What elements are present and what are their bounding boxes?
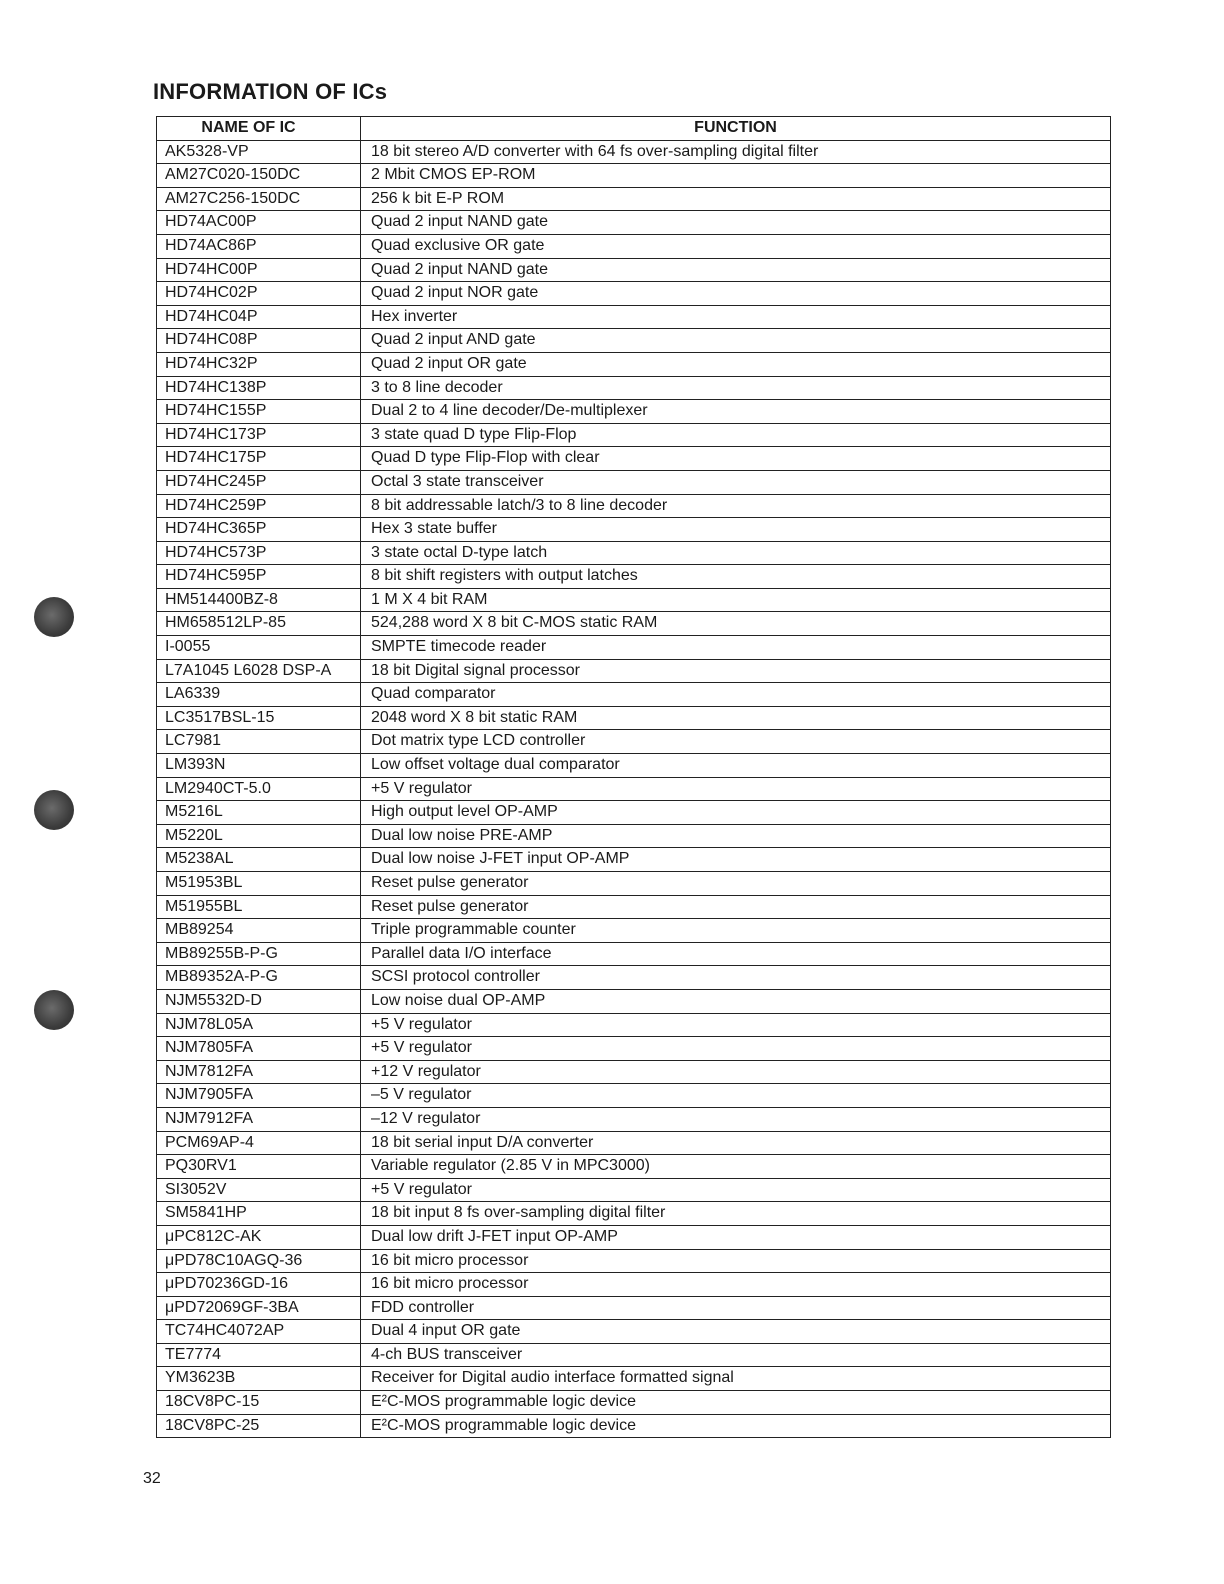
ic-name-cell: LC3517BSL-15 (157, 706, 361, 730)
ic-function-cell: +5 V regulator (361, 1013, 1111, 1037)
table-row (157, 848, 1111, 872)
ic-function-cell: 16 bit micro processor (361, 1249, 1111, 1273)
table-row (157, 966, 1111, 990)
ic-function-cell: Quad 2 input AND gate (361, 329, 1111, 353)
table-row (157, 187, 1111, 211)
ic-function-cell: Hex 3 state buffer (361, 518, 1111, 542)
ic-name-cell: HD74HC02P (157, 282, 361, 306)
ic-function-cell: –12 V regulator (361, 1107, 1111, 1131)
table-row (157, 919, 1111, 943)
table-row (157, 1178, 1111, 1202)
ic-function-cell: –5 V regulator (361, 1084, 1111, 1108)
ic-name-cell: HD74AC00P (157, 211, 361, 235)
ic-function-cell: 18 bit stereo A/D converter with 64 fs over-sampling digital filter (361, 140, 1111, 164)
column-header-function: FUNCTION (361, 117, 1111, 141)
table-row (157, 1343, 1111, 1367)
table-row (157, 234, 1111, 258)
table-row (157, 470, 1111, 494)
table-row (157, 777, 1111, 801)
table-row (157, 683, 1111, 707)
table-row (157, 1367, 1111, 1391)
ic-function-cell: +5 V regulator (361, 777, 1111, 801)
ic-name-cell: MB89255B-P-G (157, 942, 361, 966)
ic-function-cell: Parallel data I/O interface (361, 942, 1111, 966)
ic-name-cell: HD74HC08P (157, 329, 361, 353)
table-row (157, 895, 1111, 919)
ic-function-cell: +5 V regulator (361, 1178, 1111, 1202)
table-row (157, 1296, 1111, 1320)
table-row (157, 541, 1111, 565)
ic-function-cell: Dot matrix type LCD controller (361, 730, 1111, 754)
ic-name-cell: NJM78L05A (157, 1013, 361, 1037)
ic-function-cell: 256 k bit E-P ROM (361, 187, 1111, 211)
ic-function-cell: 1 M X 4 bit RAM (361, 588, 1111, 612)
ic-name-cell: NJM7912FA (157, 1107, 361, 1131)
table-row (157, 140, 1111, 164)
ic-function-cell: High output level OP-AMP (361, 801, 1111, 825)
punch-hole-1 (34, 597, 74, 637)
table-row (157, 1155, 1111, 1179)
table-header-row (157, 117, 1111, 141)
ic-name-cell: LA6339 (157, 683, 361, 707)
table-row (157, 801, 1111, 825)
ic-function-cell: 8 bit addressable latch/3 to 8 line decoder (361, 494, 1111, 518)
ic-name-cell: HD74HC32P (157, 352, 361, 376)
ic-function-cell: Octal 3 state transceiver (361, 470, 1111, 494)
ic-information-table (156, 116, 1111, 1438)
column-header-name: NAME OF IC (157, 117, 361, 141)
ic-name-cell: HD74HC04P (157, 305, 361, 329)
ic-function-cell: Hex inverter (361, 305, 1111, 329)
ic-name-cell: SM5841HP (157, 1202, 361, 1226)
table-row (157, 872, 1111, 896)
ic-function-cell: 3 to 8 line decoder (361, 376, 1111, 400)
ic-function-cell: +12 V regulator (361, 1060, 1111, 1084)
table-row (157, 329, 1111, 353)
ic-function-cell: Quad D type Flip-Flop with clear (361, 447, 1111, 471)
table-row (157, 518, 1111, 542)
ic-name-cell: HD74HC00P (157, 258, 361, 282)
ic-function-cell: E²C-MOS programmable logic device (361, 1391, 1111, 1415)
ic-function-cell: Reset pulse generator (361, 872, 1111, 896)
ic-name-cell: YM3623B (157, 1367, 361, 1391)
table-row (157, 1273, 1111, 1297)
ic-name-cell: HD74HC173P (157, 423, 361, 447)
ic-name-cell: HD74HC245P (157, 470, 361, 494)
ic-name-cell: PQ30RV1 (157, 1155, 361, 1179)
table-row (157, 352, 1111, 376)
table-row (157, 1037, 1111, 1061)
ic-name-cell: 18CV8PC-25 (157, 1414, 361, 1438)
table-row (157, 282, 1111, 306)
table-row (157, 565, 1111, 589)
ic-name-cell: M51953BL (157, 872, 361, 896)
ic-name-cell: NJM5532D-D (157, 989, 361, 1013)
ic-name-cell: μPD70236GD-16 (157, 1273, 361, 1297)
table-row (157, 706, 1111, 730)
ic-name-cell: HM514400BZ-8 (157, 588, 361, 612)
table-row (157, 1320, 1111, 1344)
page-number: 32 (143, 1470, 161, 1487)
table-row (157, 1131, 1111, 1155)
ic-function-cell: Dual low noise PRE-AMP (361, 824, 1111, 848)
table-row (157, 730, 1111, 754)
table-row (157, 258, 1111, 282)
table-row (157, 494, 1111, 518)
ic-function-cell: Dual low drift J-FET input OP-AMP (361, 1225, 1111, 1249)
ic-function-cell: Quad 2 input NOR gate (361, 282, 1111, 306)
ic-name-cell: M51955BL (157, 895, 361, 919)
table-row (157, 754, 1111, 778)
ic-name-cell: LM2940CT-5.0 (157, 777, 361, 801)
table-row (157, 1107, 1111, 1131)
ic-name-cell: AK5328-VP (157, 140, 361, 164)
ic-function-cell: FDD controller (361, 1296, 1111, 1320)
ic-function-cell: 18 bit input 8 fs over-sampling digital filter (361, 1202, 1111, 1226)
table-row (157, 636, 1111, 660)
ic-name-cell: L7A1045 L6028 DSP-A (157, 659, 361, 683)
ic-function-cell: Dual 4 input OR gate (361, 1320, 1111, 1344)
page-title: INFORMATION OF ICs (153, 79, 388, 104)
ic-function-cell: 16 bit micro processor (361, 1273, 1111, 1297)
ic-function-cell: E²C-MOS programmable logic device (361, 1414, 1111, 1438)
ic-name-cell: μPD72069GF-3BA (157, 1296, 361, 1320)
ic-function-cell: SCSI protocol controller (361, 966, 1111, 990)
ic-name-cell: HM658512LP-85 (157, 612, 361, 636)
ic-name-cell: μPC812C-AK (157, 1225, 361, 1249)
ic-name-cell: NJM7812FA (157, 1060, 361, 1084)
punch-hole-2 (34, 790, 74, 830)
table-row (157, 1225, 1111, 1249)
ic-function-cell: Quad comparator (361, 683, 1111, 707)
ic-name-cell: AM27C020-150DC (157, 164, 361, 188)
ic-function-cell: Quad 2 input NAND gate (361, 211, 1111, 235)
ic-name-cell: I-0055 (157, 636, 361, 660)
ic-function-cell: Quad exclusive OR gate (361, 234, 1111, 258)
table-row (157, 942, 1111, 966)
table-row (157, 824, 1111, 848)
ic-function-cell: 4-ch BUS transceiver (361, 1343, 1111, 1367)
ic-function-cell: +5 V regulator (361, 1037, 1111, 1061)
ic-name-cell: NJM7805FA (157, 1037, 361, 1061)
ic-function-cell: 524,288 word X 8 bit C-MOS static RAM (361, 612, 1111, 636)
table-row (157, 1414, 1111, 1438)
ic-function-cell: Quad 2 input NAND gate (361, 258, 1111, 282)
table-row (157, 659, 1111, 683)
table-row (157, 989, 1111, 1013)
ic-function-cell: Reset pulse generator (361, 895, 1111, 919)
ic-function-cell: Triple programmable counter (361, 919, 1111, 943)
table-row (157, 447, 1111, 471)
ic-name-cell: MB89352A-P-G (157, 966, 361, 990)
ic-name-cell: LC7981 (157, 730, 361, 754)
ic-name-cell: M5220L (157, 824, 361, 848)
table-row (157, 1084, 1111, 1108)
ic-name-cell: HD74HC138P (157, 376, 361, 400)
ic-name-cell: TC74HC4072AP (157, 1320, 361, 1344)
ic-function-cell: 8 bit shift registers with output latches (361, 565, 1111, 589)
table-row (157, 164, 1111, 188)
ic-name-cell: MB89254 (157, 919, 361, 943)
ic-function-cell: 2048 word X 8 bit static RAM (361, 706, 1111, 730)
ic-function-cell: Low offset voltage dual comparator (361, 754, 1111, 778)
ic-name-cell: NJM7905FA (157, 1084, 361, 1108)
ic-name-cell: HD74HC259P (157, 494, 361, 518)
ic-name-cell: HD74HC155P (157, 400, 361, 424)
punch-hole-3 (34, 990, 74, 1030)
table-row (157, 1249, 1111, 1273)
ic-function-cell: Receiver for Digital audio interface formatted signal (361, 1367, 1111, 1391)
ic-function-cell: Quad 2 input OR gate (361, 352, 1111, 376)
ic-name-cell: μPD78C10AGQ-36 (157, 1249, 361, 1273)
ic-function-cell: Dual low noise J-FET input OP-AMP (361, 848, 1111, 872)
ic-function-cell: Dual 2 to 4 line decoder/De-multiplexer (361, 400, 1111, 424)
ic-function-cell: 2 Mbit CMOS EP-ROM (361, 164, 1111, 188)
table-row (157, 612, 1111, 636)
ic-name-cell: AM27C256-150DC (157, 187, 361, 211)
ic-name-cell: SI3052V (157, 1178, 361, 1202)
ic-name-cell: PCM69AP-4 (157, 1131, 361, 1155)
ic-function-cell: 18 bit serial input D/A converter (361, 1131, 1111, 1155)
ic-function-cell: SMPTE timecode reader (361, 636, 1111, 660)
table-row (157, 305, 1111, 329)
ic-function-cell: 3 state octal D-type latch (361, 541, 1111, 565)
table-row (157, 1391, 1111, 1415)
ic-name-cell: M5238AL (157, 848, 361, 872)
ic-name-cell: 18CV8PC-15 (157, 1391, 361, 1415)
table-row (157, 1013, 1111, 1037)
table-row (157, 400, 1111, 424)
table-body (157, 140, 1111, 1438)
table-row (157, 1060, 1111, 1084)
ic-name-cell: HD74HC595P (157, 565, 361, 589)
table-row (157, 376, 1111, 400)
ic-function-cell: 3 state quad D type Flip-Flop (361, 423, 1111, 447)
ic-name-cell: M5216L (157, 801, 361, 825)
ic-function-cell: Low noise dual OP-AMP (361, 989, 1111, 1013)
table-row (157, 588, 1111, 612)
ic-name-cell: HD74HC365P (157, 518, 361, 542)
ic-function-cell: 18 bit Digital signal processor (361, 659, 1111, 683)
ic-name-cell: LM393N (157, 754, 361, 778)
ic-name-cell: HD74AC86P (157, 234, 361, 258)
ic-name-cell: HD74HC175P (157, 447, 361, 471)
ic-name-cell: TE7774 (157, 1343, 361, 1367)
table-row (157, 211, 1111, 235)
ic-function-cell: Variable regulator (2.85 V in MPC3000) (361, 1155, 1111, 1179)
table-row (157, 1202, 1111, 1226)
ic-name-cell: HD74HC573P (157, 541, 361, 565)
table-row (157, 423, 1111, 447)
